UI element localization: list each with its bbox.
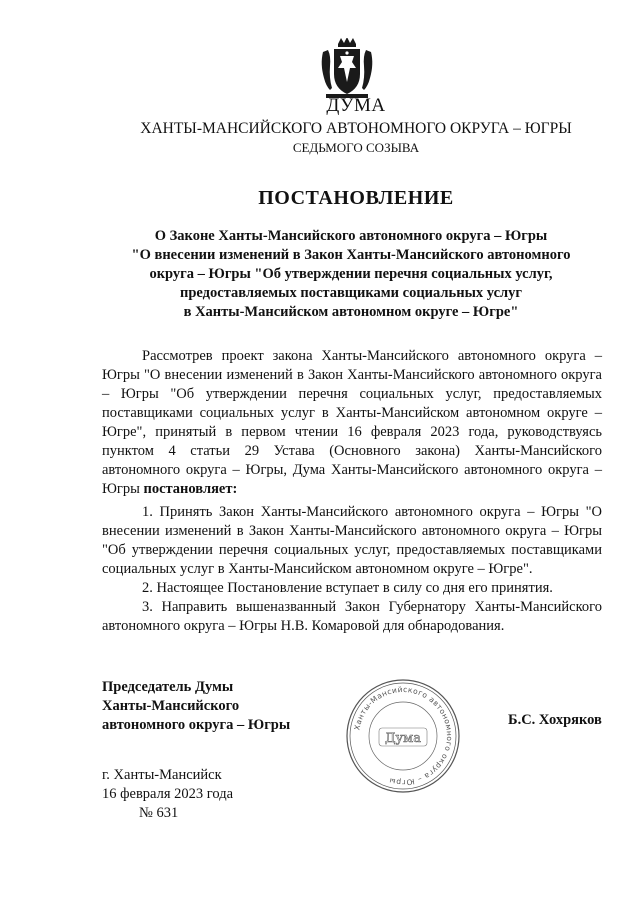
institution-subtitle: ХАНТЫ-МАНСИЙСКОГО АВТОНОМНОГО ОКРУГА – ЮГРЫ xyxy=(140,120,572,137)
convocation: СЕДЬМОГО СОЗЫВА xyxy=(292,140,420,155)
title-line: округа – Югры "Об утверждении перечня социальных услуг, xyxy=(149,266,553,282)
position-line: автономного округа – Югры xyxy=(102,717,291,733)
resolution-item: 3. Направить вышеназванный Закон Губернатору Ханты-Мансийского автономного округа – Югры Н.В. Комаровой для обнародования. xyxy=(102,599,602,634)
signatory-name: Б.С. Хохряков xyxy=(508,712,602,728)
coat-of-arms-icon xyxy=(320,38,374,100)
resolution-items xyxy=(102,503,602,636)
position-line: Ханты-Мансийского xyxy=(102,698,240,714)
document-number: № 631 xyxy=(139,805,179,821)
resolution-verb: постановляет: xyxy=(143,481,238,497)
preamble xyxy=(102,347,602,499)
title-line: О Законе Ханты-Мансийского автономного округа – Югры xyxy=(154,228,548,244)
title-line: "О внесении изменений в Закон Ханты-Мансийского автономного xyxy=(131,247,571,263)
position-line: Председатель Думы xyxy=(102,679,234,695)
place-of-issue: г. Ханты-Мансийск xyxy=(102,767,222,783)
preamble-text: Рассмотрев проект закона Ханты-Мансийского автономного округа – Югры "О внесении изменений в Закон Ханты-Мансийского автономного округа – Югры "Об утверждении перечня социальных услуг, предоставляемых поставщиками социальных услуг в Ханты-Мансийском автономном округе – Югре", принятый в первом чтении 16 февраля 2023 года, руководствуясь пунктом 4 статьи 29 Устава (Основного закона) Ханты-Мансийского автономного округа – Югры, Дума Ханты-Мансийского автономного округа – Югры xyxy=(102,348,602,497)
title-line: в Ханты-Мансийском автономном округе – Югре" xyxy=(183,304,519,320)
seal-ring-text: Ханты-Мансийского автономного округа – Югры xyxy=(352,684,455,788)
institution-title: ДУМА xyxy=(326,95,386,116)
title-line: предоставляемых поставщиками социальных услуг xyxy=(180,285,522,301)
resolution-item: 1. Принять Закон Ханты-Мансийского автономного округа – Югры "О внесении изменений в Закон Ханты-Мансийского автономного округа – Югры "Об утверждении перечня социальных услуг, предоставляемых поставщиками социальных услуг в Ханты-Мансийском автономном округе – Югре". xyxy=(102,504,602,577)
signatory-position xyxy=(102,678,290,735)
document-type: ПОСТАНОВЛЕНИЕ xyxy=(258,187,454,209)
resolution-item: 2. Настоящее Постановление вступает в силу со дня его принятия. xyxy=(142,580,553,596)
document-title xyxy=(100,227,602,322)
official-seal-icon xyxy=(343,676,463,796)
date-of-issue: 16 февраля 2023 года xyxy=(102,786,234,802)
seal-center-text: Дума xyxy=(384,731,422,746)
preamble-paragraph xyxy=(102,347,602,499)
document-footer xyxy=(102,766,233,823)
